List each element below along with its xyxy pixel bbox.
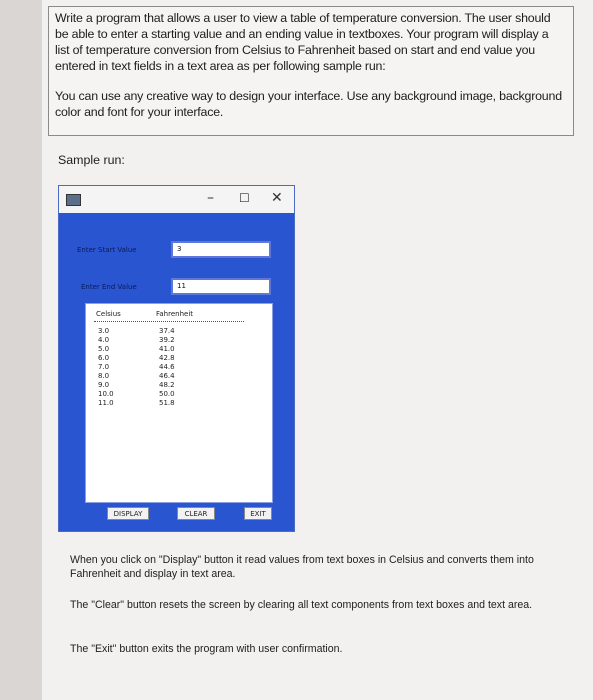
table-cell: 3.0	[98, 327, 110, 335]
end-value-label: Enter End Value	[81, 283, 137, 291]
display-description: When you click on "Display" button it read values from text boxes in Celsius and converts them into Fahrenheit and display in text area.	[70, 554, 534, 580]
table-cell: 48.2	[159, 381, 175, 389]
clear-button[interactable]: CLEAR	[177, 507, 215, 520]
window-titlebar	[59, 186, 294, 213]
minimize-icon[interactable]: –	[207, 190, 214, 206]
table-cell: 10.0	[98, 390, 114, 398]
table-cell: 37.4	[159, 327, 175, 335]
display-button[interactable]: DISPLAY	[107, 507, 149, 520]
header-divider	[94, 321, 244, 322]
exit-button[interactable]: EXIT	[244, 507, 272, 520]
table-cell: 42.8	[159, 354, 175, 362]
table-cell: 51.8	[159, 399, 175, 407]
celsius-column	[98, 327, 114, 408]
table-cell: 4.0	[98, 336, 110, 344]
table-cell: 8.0	[98, 372, 110, 380]
clear-description: The "Clear" button resets the screen by clearing all text components from text boxes and text area.	[70, 599, 533, 611]
fahrenheit-column	[159, 327, 175, 408]
close-icon[interactable]: ✕	[271, 190, 283, 206]
sample-run-label: Sample run:	[58, 153, 125, 167]
app-icon	[66, 194, 81, 206]
start-value-label: Enter Start Value	[77, 246, 137, 254]
table-cell: 5.0	[98, 345, 110, 353]
exit-description: The "Exit" button exits the program with user confirmation.	[70, 643, 343, 655]
celsius-header: Celsius	[96, 310, 121, 318]
intro-text: Write a program that allows a user to view a table of temperature conversion. The user should be able to enter a starting value and an ending value in textboxes. Your program will display a list of temperature conversion from Celsius to Fahrenheit based on start and end value you entered in text fields in a text area as per following sample run:	[55, 11, 551, 73]
maximize-icon[interactable]: ☐	[239, 191, 250, 205]
table-cell: 46.4	[159, 372, 175, 380]
table-cell: 41.0	[159, 345, 175, 353]
table-cell: 9.0	[98, 381, 110, 389]
start-value-input[interactable]: 3	[171, 241, 271, 258]
sample-app-window	[58, 185, 295, 532]
table-cell: 7.0	[98, 363, 110, 371]
design-note: You can use any creative way to design your interface. Use any background image, background color and font for your interface.	[55, 89, 562, 119]
table-cell: 44.6	[159, 363, 175, 371]
table-cell: 39.2	[159, 336, 175, 344]
table-cell: 11.0	[98, 399, 114, 407]
table-cell: 50.0	[159, 390, 175, 398]
result-text-area[interactable]	[85, 303, 273, 503]
table-cell: 6.0	[98, 354, 110, 362]
end-value-input[interactable]: 11	[171, 278, 271, 295]
fahrenheit-header: Fahrenheit	[156, 310, 194, 318]
